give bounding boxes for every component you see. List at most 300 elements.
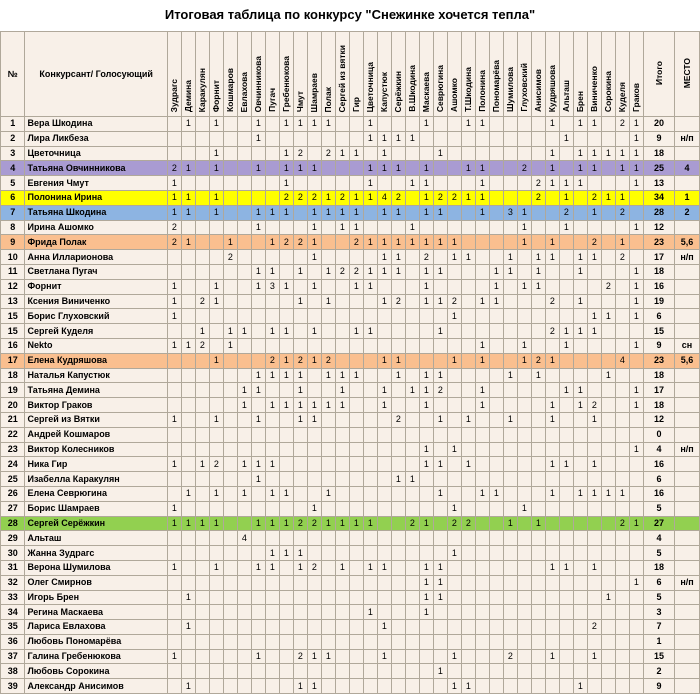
place-cell: 4 bbox=[675, 161, 700, 176]
vote-cell: 1 bbox=[391, 205, 405, 220]
vote-cell: 1 bbox=[251, 279, 265, 294]
row-number: 29 bbox=[1, 531, 25, 546]
vote-cell: 1 bbox=[377, 294, 391, 309]
vote-cell bbox=[321, 161, 335, 176]
vote-cell bbox=[237, 220, 251, 235]
vote-cell bbox=[265, 250, 279, 265]
vote-cell bbox=[433, 679, 447, 694]
contestant-name: Борис Глуховский bbox=[25, 309, 167, 324]
vote-cell bbox=[223, 131, 237, 146]
vote-cell: 2 bbox=[293, 649, 307, 664]
vote-cell: 1 bbox=[181, 205, 195, 220]
vote-cell bbox=[349, 383, 363, 398]
vote-cell: 1 bbox=[433, 324, 447, 339]
vote-cell bbox=[237, 679, 251, 694]
vote-cell bbox=[223, 398, 237, 413]
vote-cell bbox=[587, 590, 601, 605]
vote-cell bbox=[181, 309, 195, 324]
vote-cell bbox=[559, 605, 573, 620]
vote-cell bbox=[377, 117, 391, 132]
vote-cell bbox=[517, 605, 531, 620]
vote-cell bbox=[209, 220, 223, 235]
header-voter-label: Т.Шкодина bbox=[463, 67, 474, 112]
contestant-name: Вера Шкодина bbox=[25, 117, 167, 132]
vote-cell: 1 bbox=[517, 279, 531, 294]
vote-cell bbox=[279, 131, 293, 146]
place-cell bbox=[675, 176, 700, 191]
vote-cell bbox=[223, 117, 237, 132]
vote-cell bbox=[405, 679, 419, 694]
contestant-name: Олег Смирнов bbox=[25, 575, 167, 590]
vote-cell: 1 bbox=[167, 309, 181, 324]
vote-cell bbox=[475, 442, 489, 457]
vote-cell bbox=[447, 605, 461, 620]
vote-cell bbox=[615, 590, 629, 605]
vote-cell bbox=[559, 590, 573, 605]
vote-cell: 1 bbox=[293, 560, 307, 575]
vote-cell bbox=[559, 575, 573, 590]
vote-cell bbox=[223, 146, 237, 161]
vote-cell: 1 bbox=[307, 279, 321, 294]
vote-cell: 1 bbox=[517, 205, 531, 220]
vote-cell bbox=[223, 309, 237, 324]
vote-cell: 1 bbox=[265, 235, 279, 250]
vote-cell bbox=[265, 664, 279, 679]
vote-cell bbox=[195, 250, 209, 265]
vote-cell: 1 bbox=[349, 205, 363, 220]
vote-cell bbox=[601, 427, 615, 442]
vote-cell bbox=[363, 679, 377, 694]
vote-cell bbox=[587, 294, 601, 309]
table-row bbox=[1, 220, 700, 235]
vote-cell bbox=[433, 634, 447, 649]
header-voter-label: Полонина bbox=[477, 70, 488, 112]
vote-cell bbox=[629, 649, 643, 664]
header-voter bbox=[601, 32, 615, 117]
vote-cell: 2 bbox=[307, 516, 321, 531]
row-number: 23 bbox=[1, 442, 25, 457]
vote-cell bbox=[615, 309, 629, 324]
vote-cell bbox=[405, 368, 419, 383]
vote-cell bbox=[237, 634, 251, 649]
vote-cell bbox=[335, 250, 349, 265]
header-total bbox=[643, 32, 674, 117]
vote-cell bbox=[587, 442, 601, 457]
vote-cell: 1 bbox=[601, 190, 615, 205]
vote-cell: 1 bbox=[279, 205, 293, 220]
vote-cell bbox=[237, 442, 251, 457]
vote-cell bbox=[517, 131, 531, 146]
vote-cell: 1 bbox=[251, 516, 265, 531]
vote-cell: 1 bbox=[475, 338, 489, 353]
place-cell bbox=[675, 664, 700, 679]
vote-cell: 1 bbox=[629, 117, 643, 132]
vote-cell bbox=[545, 131, 559, 146]
vote-cell bbox=[461, 634, 475, 649]
vote-cell bbox=[573, 664, 587, 679]
vote-cell: 2 bbox=[587, 398, 601, 413]
vote-cell bbox=[363, 309, 377, 324]
vote-cell bbox=[307, 442, 321, 457]
vote-cell: 1 bbox=[391, 472, 405, 487]
vote-cell bbox=[363, 457, 377, 472]
vote-cell bbox=[391, 501, 405, 516]
vote-cell bbox=[377, 412, 391, 427]
vote-cell bbox=[223, 294, 237, 309]
vote-cell bbox=[363, 472, 377, 487]
vote-cell bbox=[447, 560, 461, 575]
vote-cell bbox=[573, 235, 587, 250]
row-number: 32 bbox=[1, 575, 25, 590]
vote-cell: 1 bbox=[475, 190, 489, 205]
vote-cell bbox=[503, 472, 517, 487]
vote-cell bbox=[237, 412, 251, 427]
vote-cell: 1 bbox=[279, 516, 293, 531]
vote-cell bbox=[251, 338, 265, 353]
vote-cell bbox=[447, 131, 461, 146]
vote-cell bbox=[279, 412, 293, 427]
vote-cell: 2 bbox=[167, 161, 181, 176]
vote-cell bbox=[265, 590, 279, 605]
vote-cell bbox=[629, 250, 643, 265]
vote-cell bbox=[181, 250, 195, 265]
header-voter-label: Пономарёва bbox=[491, 59, 502, 112]
vote-cell bbox=[559, 679, 573, 694]
contestant-name: Светлана Пугач bbox=[25, 264, 167, 279]
vote-cell bbox=[615, 649, 629, 664]
vote-cell bbox=[167, 117, 181, 132]
vote-cell: 2 bbox=[531, 190, 545, 205]
vote-cell bbox=[237, 146, 251, 161]
vote-cell: 2 bbox=[279, 235, 293, 250]
vote-cell bbox=[559, 398, 573, 413]
vote-cell: 1 bbox=[559, 457, 573, 472]
vote-cell: 1 bbox=[237, 486, 251, 501]
vote-cell bbox=[629, 605, 643, 620]
vote-cell bbox=[475, 516, 489, 531]
vote-cell bbox=[209, 427, 223, 442]
place-cell bbox=[675, 398, 700, 413]
vote-cell bbox=[531, 501, 545, 516]
vote-cell bbox=[475, 649, 489, 664]
vote-cell bbox=[559, 146, 573, 161]
vote-cell bbox=[293, 620, 307, 635]
vote-cell: 1 bbox=[363, 131, 377, 146]
vote-cell bbox=[489, 161, 503, 176]
vote-cell bbox=[265, 412, 279, 427]
vote-cell bbox=[293, 131, 307, 146]
vote-cell: 1 bbox=[321, 294, 335, 309]
vote-cell bbox=[489, 649, 503, 664]
vote-cell bbox=[363, 442, 377, 457]
vote-cell bbox=[349, 412, 363, 427]
vote-cell bbox=[615, 605, 629, 620]
vote-cell bbox=[405, 279, 419, 294]
vote-cell: 1 bbox=[587, 486, 601, 501]
header-voter-label: Куделя bbox=[617, 81, 628, 112]
vote-cell bbox=[391, 309, 405, 324]
vote-cell: 2 bbox=[307, 190, 321, 205]
vote-cell: 1 bbox=[503, 516, 517, 531]
vote-cell: 2 bbox=[293, 516, 307, 531]
contestant-name: Фрида Полак bbox=[25, 235, 167, 250]
vote-cell bbox=[195, 264, 209, 279]
vote-cell bbox=[531, 117, 545, 132]
vote-cell: 1 bbox=[279, 353, 293, 368]
vote-cell bbox=[377, 575, 391, 590]
vote-cell bbox=[517, 412, 531, 427]
vote-cell bbox=[475, 412, 489, 427]
total-cell: 18 bbox=[643, 146, 674, 161]
vote-cell bbox=[265, 442, 279, 457]
vote-cell: 1 bbox=[279, 324, 293, 339]
vote-cell bbox=[531, 486, 545, 501]
vote-cell: 1 bbox=[629, 398, 643, 413]
vote-cell bbox=[195, 590, 209, 605]
vote-cell bbox=[615, 531, 629, 546]
vote-cell bbox=[279, 427, 293, 442]
vote-cell: 2 bbox=[503, 649, 517, 664]
vote-cell: 1 bbox=[405, 131, 419, 146]
vote-cell: 1 bbox=[433, 575, 447, 590]
vote-cell bbox=[461, 146, 475, 161]
vote-cell bbox=[587, 531, 601, 546]
vote-cell bbox=[335, 161, 349, 176]
vote-cell bbox=[279, 294, 293, 309]
vote-cell: 1 bbox=[419, 205, 433, 220]
vote-cell bbox=[545, 264, 559, 279]
vote-cell bbox=[335, 353, 349, 368]
vote-cell bbox=[181, 442, 195, 457]
vote-cell bbox=[573, 353, 587, 368]
vote-cell: 1 bbox=[545, 398, 559, 413]
place-cell bbox=[675, 146, 700, 161]
vote-cell bbox=[573, 220, 587, 235]
vote-cell: 2 bbox=[601, 279, 615, 294]
vote-cell bbox=[321, 427, 335, 442]
vote-cell bbox=[517, 117, 531, 132]
total-cell: 28 bbox=[643, 205, 674, 220]
vote-cell bbox=[405, 324, 419, 339]
vote-cell bbox=[461, 220, 475, 235]
vote-cell bbox=[223, 531, 237, 546]
table-row bbox=[1, 368, 700, 383]
vote-cell bbox=[223, 486, 237, 501]
vote-cell bbox=[587, 338, 601, 353]
vote-cell: 1 bbox=[629, 279, 643, 294]
vote-cell: 1 bbox=[251, 161, 265, 176]
header-voter bbox=[237, 32, 251, 117]
vote-cell bbox=[279, 264, 293, 279]
vote-cell bbox=[405, 605, 419, 620]
header-voter bbox=[405, 32, 419, 117]
header-voter bbox=[475, 32, 489, 117]
vote-cell bbox=[503, 575, 517, 590]
row-number: 19 bbox=[1, 383, 25, 398]
vote-cell bbox=[559, 516, 573, 531]
vote-cell bbox=[209, 531, 223, 546]
vote-cell: 1 bbox=[629, 264, 643, 279]
row-number: 37 bbox=[1, 649, 25, 664]
vote-cell bbox=[433, 309, 447, 324]
vote-cell bbox=[209, 649, 223, 664]
vote-cell bbox=[167, 442, 181, 457]
vote-cell bbox=[321, 324, 335, 339]
vote-cell bbox=[265, 427, 279, 442]
total-cell: 16 bbox=[643, 457, 674, 472]
row-number: 8 bbox=[1, 220, 25, 235]
vote-cell bbox=[615, 546, 629, 561]
header-voter-label: Полак bbox=[323, 86, 334, 112]
header-voter bbox=[489, 32, 503, 117]
header-voter bbox=[181, 32, 195, 117]
contestant-name: Цветочница bbox=[25, 146, 167, 161]
vote-cell bbox=[349, 117, 363, 132]
vote-cell bbox=[461, 176, 475, 191]
vote-cell bbox=[531, 679, 545, 694]
vote-cell bbox=[237, 546, 251, 561]
vote-cell: 1 bbox=[251, 131, 265, 146]
vote-cell bbox=[461, 338, 475, 353]
vote-cell bbox=[391, 176, 405, 191]
header-place bbox=[675, 32, 700, 117]
vote-cell bbox=[531, 205, 545, 220]
vote-cell: 1 bbox=[587, 649, 601, 664]
vote-cell bbox=[321, 575, 335, 590]
vote-cell bbox=[475, 546, 489, 561]
vote-cell bbox=[433, 220, 447, 235]
vote-cell bbox=[629, 205, 643, 220]
vote-cell bbox=[335, 664, 349, 679]
vote-cell bbox=[475, 634, 489, 649]
vote-cell: 1 bbox=[321, 264, 335, 279]
vote-cell bbox=[237, 353, 251, 368]
vote-cell bbox=[587, 368, 601, 383]
vote-cell bbox=[405, 190, 419, 205]
row-number: 1 bbox=[1, 117, 25, 132]
vote-cell bbox=[615, 264, 629, 279]
vote-cell bbox=[489, 205, 503, 220]
vote-cell bbox=[377, 220, 391, 235]
vote-cell bbox=[475, 620, 489, 635]
vote-cell: 1 bbox=[293, 294, 307, 309]
vote-cell bbox=[531, 220, 545, 235]
vote-cell bbox=[223, 546, 237, 561]
table-row bbox=[1, 264, 700, 279]
vote-cell: 1 bbox=[433, 560, 447, 575]
header-voter bbox=[531, 32, 545, 117]
vote-cell: 1 bbox=[531, 368, 545, 383]
vote-cell bbox=[279, 634, 293, 649]
vote-cell bbox=[237, 279, 251, 294]
vote-cell: 2 bbox=[391, 412, 405, 427]
vote-cell: 1 bbox=[363, 176, 377, 191]
vote-cell bbox=[307, 294, 321, 309]
vote-cell bbox=[419, 531, 433, 546]
vote-cell: 1 bbox=[167, 516, 181, 531]
place-cell bbox=[675, 309, 700, 324]
total-cell: 34 bbox=[643, 190, 674, 205]
vote-cell bbox=[391, 338, 405, 353]
vote-cell bbox=[517, 146, 531, 161]
vote-cell bbox=[195, 679, 209, 694]
vote-cell: 1 bbox=[181, 161, 195, 176]
vote-cell: 2 bbox=[433, 190, 447, 205]
vote-cell bbox=[265, 575, 279, 590]
vote-cell bbox=[489, 383, 503, 398]
vote-cell bbox=[265, 146, 279, 161]
header-total-label: Итого bbox=[653, 61, 664, 85]
header-voter bbox=[265, 32, 279, 117]
vote-cell: 2 bbox=[335, 264, 349, 279]
vote-cell bbox=[503, 620, 517, 635]
row-number: 30 bbox=[1, 546, 25, 561]
table-row bbox=[1, 398, 700, 413]
row-number: 33 bbox=[1, 590, 25, 605]
total-cell: 23 bbox=[643, 353, 674, 368]
vote-cell bbox=[251, 353, 265, 368]
vote-cell: 1 bbox=[573, 176, 587, 191]
header-voter-label: Цветочница bbox=[365, 61, 376, 112]
vote-cell: 1 bbox=[475, 353, 489, 368]
total-cell: 3 bbox=[643, 605, 674, 620]
table-row bbox=[1, 486, 700, 501]
vote-cell bbox=[489, 472, 503, 487]
total-cell: 6 bbox=[643, 575, 674, 590]
vote-cell bbox=[503, 664, 517, 679]
vote-cell bbox=[419, 338, 433, 353]
vote-cell bbox=[531, 442, 545, 457]
contestant-name: Александр Анисимов bbox=[25, 679, 167, 694]
vote-cell: 1 bbox=[419, 516, 433, 531]
vote-cell: 1 bbox=[167, 560, 181, 575]
vote-cell bbox=[601, 338, 615, 353]
vote-cell: 2 bbox=[167, 235, 181, 250]
vote-cell: 1 bbox=[391, 368, 405, 383]
vote-cell bbox=[363, 250, 377, 265]
vote-cell: 2 bbox=[433, 383, 447, 398]
vote-cell bbox=[405, 442, 419, 457]
vote-cell bbox=[223, 649, 237, 664]
vote-cell bbox=[517, 176, 531, 191]
vote-cell bbox=[531, 427, 545, 442]
table-row bbox=[1, 161, 700, 176]
vote-cell bbox=[223, 620, 237, 635]
vote-cell bbox=[251, 531, 265, 546]
vote-cell bbox=[265, 649, 279, 664]
contestant-name: Регина Маскаева bbox=[25, 605, 167, 620]
place-cell: 1 bbox=[675, 190, 700, 205]
vote-cell bbox=[209, 634, 223, 649]
vote-cell bbox=[349, 590, 363, 605]
vote-cell bbox=[335, 605, 349, 620]
vote-cell bbox=[209, 620, 223, 635]
vote-cell: 1 bbox=[349, 220, 363, 235]
vote-cell bbox=[293, 324, 307, 339]
vote-cell bbox=[181, 560, 195, 575]
vote-cell bbox=[405, 250, 419, 265]
vote-cell bbox=[167, 383, 181, 398]
vote-cell: 1 bbox=[223, 324, 237, 339]
vote-cell bbox=[475, 531, 489, 546]
vote-cell: 1 bbox=[545, 117, 559, 132]
vote-cell: 1 bbox=[307, 398, 321, 413]
vote-cell bbox=[363, 501, 377, 516]
header-voter bbox=[293, 32, 307, 117]
vote-cell bbox=[545, 516, 559, 531]
table-row bbox=[1, 190, 700, 205]
table-row bbox=[1, 205, 700, 220]
